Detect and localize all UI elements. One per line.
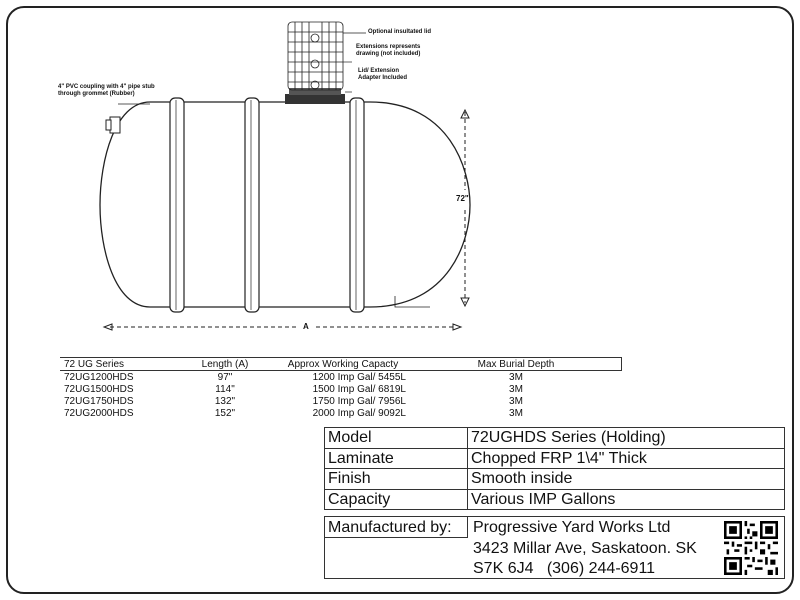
cell-capacity: 1200 Imp Gal/ 5455L <box>312 371 406 383</box>
manufacturer-street: 3423 Millar Ave, Saskatoon. SK <box>473 539 697 557</box>
cell-model: 72UG1500HDS <box>64 383 134 395</box>
height-dimension <box>461 110 469 306</box>
spec-key: Laminate <box>325 448 468 469</box>
cell-depth: 3M <box>509 395 523 407</box>
cell-model: 72UG1750HDS <box>64 395 134 407</box>
cell-depth: 3M <box>509 371 523 383</box>
header-length: Length (A) <box>201 358 249 370</box>
riser-grid <box>288 22 343 90</box>
length-label: A <box>303 322 309 331</box>
adapter-shape <box>285 94 345 104</box>
manufacturer-label: Manufactured by: <box>325 517 468 538</box>
cell-capacity: 2000 Imp Gal/ 9092L <box>312 407 406 419</box>
cell-depth: 3M <box>509 407 523 419</box>
callout-adapter: Lid/ Extension Adapter Included <box>358 68 408 81</box>
cell-model: 72UG2000HDS <box>64 407 134 419</box>
length-dimension <box>104 324 461 330</box>
spec-key: Capacity <box>325 489 468 510</box>
spec-value: Various IMP Gallons <box>468 489 785 510</box>
coupling-shape <box>106 117 120 133</box>
tank-body <box>100 102 470 307</box>
manufacturer-name: Progressive Yard Works Ltd <box>473 519 671 536</box>
tank-ribs <box>170 98 364 312</box>
table-row <box>60 383 622 395</box>
cell-depth: 3M <box>509 383 523 395</box>
cell-length: 152" <box>214 407 236 419</box>
spec-key: Model <box>325 428 468 449</box>
series-table-header <box>60 357 622 371</box>
header-burial: Max Burial Depth <box>477 358 555 370</box>
spec-key: Finish <box>325 469 468 490</box>
spec-row-model <box>325 428 785 449</box>
spec-table <box>324 427 785 510</box>
callout-lid: Optional insultated lid <box>368 29 431 35</box>
table-row <box>60 371 622 383</box>
manufacturer-address <box>473 518 697 580</box>
table-row <box>60 407 622 419</box>
manufacturer-block <box>324 516 785 579</box>
spec-row-laminate <box>325 448 785 469</box>
spec-row-capacity <box>325 489 785 510</box>
header-series: 72 UG Series <box>64 358 125 370</box>
series-table <box>60 357 622 419</box>
callout-coupling: 4" PVC coupling with 4" pipe stub through grommet (Rubber) <box>58 84 155 97</box>
callout-extensions: Extensions represents drawing (not included) <box>356 44 421 57</box>
height-label: 72" <box>456 194 469 203</box>
spec-value: Smooth inside <box>468 469 785 490</box>
spec-row-finish <box>325 469 785 490</box>
manufacturer-postal-phone: S7K 6J4 (306) 244-6911 <box>473 560 656 577</box>
cell-length: 97" <box>217 371 233 383</box>
cell-length: 132" <box>214 395 236 407</box>
qr-code-icon <box>724 521 778 575</box>
table-row <box>60 395 622 407</box>
cell-capacity: 1500 Imp Gal/ 6819L <box>312 383 406 395</box>
spec-value: 72UGHDS Series (Holding) <box>468 428 785 449</box>
cell-capacity: 1750 Imp Gal/ 7956L <box>312 395 406 407</box>
spec-value: Chopped FRP 1\4" Thick <box>468 448 785 469</box>
cell-model: 72UG1200HDS <box>64 371 134 383</box>
header-capacity: Approx Working Capacty <box>287 358 399 370</box>
cell-length: 114" <box>215 383 235 395</box>
